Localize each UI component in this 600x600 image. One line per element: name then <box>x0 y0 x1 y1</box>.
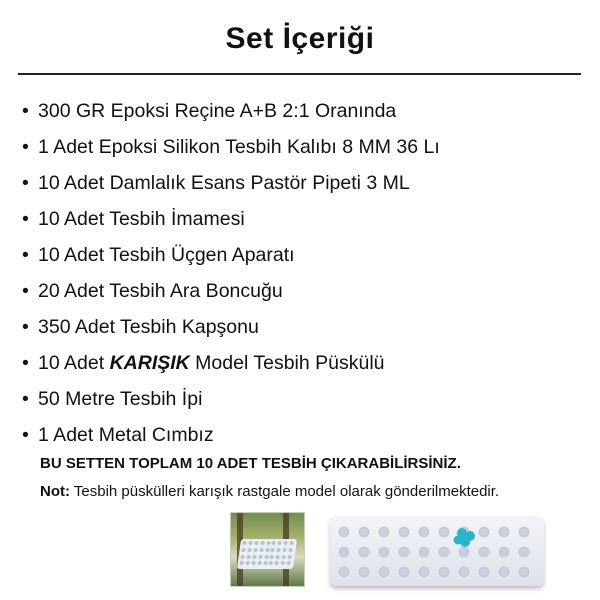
list-item-text: 10 Adet Damlalık Esans Pastör Pipeti 3 ML <box>38 172 410 194</box>
mold-cavities-image <box>330 516 544 586</box>
bullet-icon: • <box>22 208 29 230</box>
silicone-mold-photo <box>330 516 544 586</box>
list-item <box>22 345 440 381</box>
list-item <box>22 417 440 453</box>
list-item-text: 1 Adet Epoksi Silikon Tesbih Kalıbı 8 MM 36 Lı <box>38 136 440 158</box>
bullet-icon: • <box>22 100 29 122</box>
bullet-icon: • <box>22 388 29 410</box>
bullet-icon: • <box>22 352 29 374</box>
summary-text: BU SETTEN TOPLAM 10 ADET TESBİH ÇIKARABİLİRSİNİZ. <box>40 455 461 472</box>
note-label: Not: <box>40 483 70 500</box>
list-item-emphasis: KARIŞIK <box>109 352 190 374</box>
list-item <box>22 129 440 165</box>
contents-list <box>22 93 440 453</box>
title-divider <box>18 73 581 75</box>
bullet-icon: • <box>22 316 29 338</box>
list-item-text: 10 Adet Tesbih İmamesi <box>38 208 245 230</box>
list-item-text: 300 GR Epoksi Reçine A+B 2:1 Oranında <box>38 100 397 122</box>
bullet-icon: • <box>22 172 29 194</box>
list-item-text-post: Model Tesbih Püskülü <box>189 352 385 374</box>
list-item <box>22 165 440 201</box>
page-title: Set İçeriği <box>225 22 375 55</box>
list-item <box>22 237 440 273</box>
list-item-text: 1 Adet Metal Cımbız <box>38 424 214 446</box>
list-item <box>22 201 440 237</box>
list-item <box>22 309 440 345</box>
bullet-icon: • <box>22 280 29 302</box>
mold-tray-image <box>237 539 297 569</box>
list-item-text-pre: 10 Adet <box>38 352 110 374</box>
bullet-icon: • <box>22 424 29 446</box>
note-body: Tesbih püskülleri karışık rastgale model olarak gönderilmektedir. <box>70 483 500 500</box>
list-item-text: 10 Adet Tesbih Üçgen Aparatı <box>38 244 295 266</box>
bullet-icon: • <box>22 136 29 158</box>
product-photo-forest <box>230 512 305 587</box>
list-item <box>22 273 440 309</box>
list-item-text: 50 Metre Tesbih İpi <box>38 388 203 410</box>
bullet-icon: • <box>22 244 29 266</box>
list-item-text: 20 Adet Tesbih Ara Boncuğu <box>38 280 283 302</box>
list-item <box>22 93 440 129</box>
list-item <box>22 381 440 417</box>
list-item-text: 350 Adet Tesbih Kapşonu <box>38 316 259 338</box>
note-text <box>40 481 520 503</box>
